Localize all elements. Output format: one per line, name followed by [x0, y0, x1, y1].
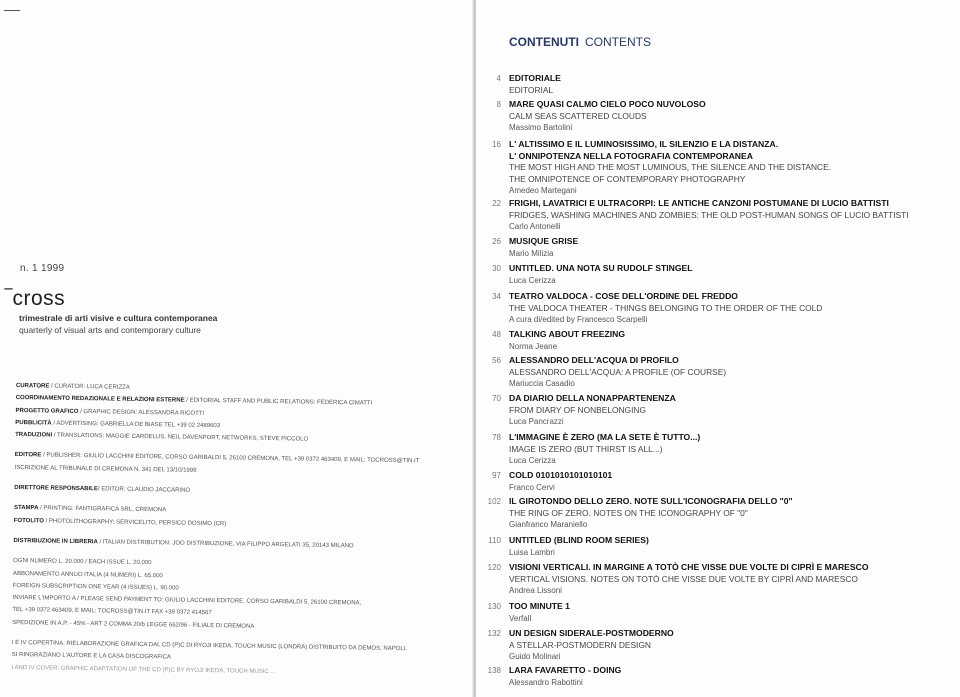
toc-title: TEATRO VALDOCA - COSE DELL'ORDINE DEL FREDDO — [509, 291, 738, 301]
credit-text: / ITALIAN DISTRIBUTION: JOO DISTRIBUZIONE, VIA FILIPPO ARGELATI 35, 20143 MILANO — [97, 539, 354, 550]
toc-author: Luca Cerizza — [509, 456, 556, 465]
toc-page-number: 78 — [492, 433, 501, 442]
toc-title: VISIONI VERTICALI. IN MARGINE A TOTÒ CHE VISSE DUE VOLTE DI CIPRÌ E MARESCO — [509, 562, 869, 572]
credit-label: PROGETTO GRAFICO — [15, 407, 79, 415]
toc-title: UN DESIGN SIDERALE-POSTMODERNO — [509, 628, 674, 638]
toc-entry-text — [509, 601, 957, 624]
toc-author: Mariuccia Casadio — [509, 379, 575, 388]
credit-label: FOTOLITO — [13, 517, 44, 525]
credit-label: PUBBLICITÀ — [15, 419, 52, 427]
toc-title: MARE QUASI CALMO CIELO POCO NUVOLOSO — [509, 99, 706, 109]
toc-subtitle: IMAGE IS ZERO (BUT THIRST IS ALL...) — [509, 443, 663, 454]
toc-entry-text — [509, 73, 957, 96]
toc-page-number: 26 — [492, 237, 501, 246]
toc-title: DA DIARIO DELLA NONAPPARTENENZA — [509, 393, 676, 403]
toc-page-number: 97 — [492, 471, 501, 480]
toc-subtitle: THE MOST HIGH AND THE MOST LUMINOUS, THE SILENCE AND THE DISTANCE. — [509, 162, 832, 172]
toc-author: Mario Milizia — [509, 248, 554, 258]
toc-entry-text — [509, 198, 957, 233]
toc-page-number: 22 — [492, 199, 501, 208]
credit-label: DISTRIBUZIONE IN LIBRERIA — [13, 537, 98, 546]
toc-page-number: 110 — [488, 536, 501, 545]
colophon-credits — [11, 380, 466, 681]
toc-author: Gianfranco Maraniello — [509, 520, 588, 529]
toc-page-number: 16 — [492, 140, 501, 149]
cross-logo: ‾cross — [5, 287, 66, 310]
credit-text: OGNI NUMERO L. 20.000 / EACH ISSUE L. 20.000 — [13, 558, 152, 567]
toc-title: EDITORIALE — [509, 73, 561, 83]
subtitle-italian: trimestrale di arti visive e cultura contemporanea — [19, 313, 218, 323]
contents-heading — [509, 35, 651, 49]
contents-page — [476, 0, 960, 697]
credit-label: COORDINAMENTO REDAZIONALE E RELAZIONI ESTERNE — [15, 395, 185, 404]
toc-author: A cura di/edited by Francesco Scarpelli — [509, 315, 648, 324]
toc-title: LARA FAVARETTO - DOING — [509, 665, 622, 675]
toc-entry-text — [509, 329, 957, 352]
toc-entry-text — [509, 139, 957, 197]
credit-text: SI RINGRAZIANO L'AUTORE E LA CASA DISCOGRAFICA — [11, 652, 172, 661]
toc-page-number: 8 — [496, 100, 501, 109]
credit-text: ABBONAMENTO ANNUO ITALIA (4 NUMERI) L. 65.000 — [12, 570, 163, 579]
toc-author: Luca Pancrazzi — [509, 417, 564, 426]
toc-author: Alessandro Rabottini — [509, 677, 583, 687]
toc-author: Verfall — [509, 613, 532, 623]
toc-author: Carlo Antonelli — [509, 222, 561, 231]
toc-subtitle: EDITORIAL — [509, 84, 554, 95]
credit-text: / PHOTOLITHOGRAPHY: SERVICELITO, PERSICO DOSIMO (CR) — [43, 518, 227, 527]
credit-label: TRADUZIONI — [15, 432, 53, 439]
toc-subtitle: THE RING OF ZERO. NOTES ON THE ICONOGRAPHY OF "0" — [509, 507, 748, 518]
toc-page-number: 132 — [487, 629, 501, 638]
credit-text: TEL +39 0372 463409, E MAIL: TOCROSS@TIN.IT FAX +39 0372 414567 — [12, 607, 212, 617]
toc-author: Norma Jeane — [509, 341, 558, 351]
credit-text: I E IV COPERTINA: RIELABORAZIONE GRAFICA DAL CD (P)C DI RYOJI IKEDA, TOUCH MUSIC (LONDRA) DISTRIBUITO DA DEMOS, NAPOLI. — [11, 640, 408, 653]
toc-title: UNTITLED (BLIND ROOM SERIES) — [509, 535, 649, 545]
toc-title: L'IMMAGINE È ZERO (MA LA SETE È TUTTO...) — [509, 432, 701, 442]
credit-text: FOREIGN SUBSCRIPTION ONE YEAR (4 ISSUES) L. 90.000 — [12, 582, 179, 592]
toc-title: TOO MINUTE 1 — [509, 601, 570, 611]
toc-title-continued: L' ONNIPOTENZA NELLA FOTOGRAFIA CONTEMPORANEA — [509, 150, 753, 161]
credit-text: / ADVERTISING: GABRIELLA DE BIASE TEL +39 02 2489603 — [51, 420, 221, 430]
toc-author: Franco Cervi — [509, 482, 555, 492]
toc-entry-text — [509, 236, 957, 259]
toc-page-number: 138 — [487, 666, 501, 675]
toc-page-number: 102 — [487, 497, 501, 506]
corner-mark — [4, 10, 20, 11]
toc-entry-text — [509, 355, 957, 390]
toc-page-number: 48 — [492, 330, 501, 339]
toc-subtitle: FROM DIARY OF NONBELONGING — [509, 404, 646, 415]
issue-number: n. 1 1999 — [20, 263, 65, 274]
credit-text: / EDITOR: CLAUDIO JACCARINO — [97, 486, 191, 494]
toc-page-number: 130 — [487, 602, 501, 611]
toc-title: FRIGHI, LAVATRICI E ULTRACORPI: LE ANTICHE CANZONI POSTUMANE DI LUCIO BATTISTI — [509, 198, 889, 208]
toc-entry-text — [509, 291, 957, 326]
toc-entry-text — [509, 496, 957, 531]
credit-text: ISCRIZIONE AL TRIBUNALE DI CREMONA N. 341 DEL 13/10/1998 — [14, 464, 197, 474]
credit-text: / PUBLISHER: GIULIO LACCHINI EDITORE, CORSO GARIBALDI 5, 26100 CREMONA, TEL +39 0372 463409, E MAIL: TOCROSS@TIN.IT — [41, 452, 420, 465]
toc-title: L' ALTISSIMO E IL LUMINOSISSIMO, IL SILENZIO E LA DISTANZA. — [509, 139, 779, 149]
toc-title: IL GIROTONDO DELLO ZERO. NOTE SULL'ICONOGRAFIA DELLO "0" — [509, 496, 793, 506]
toc-entry-text — [509, 470, 957, 493]
toc-entry-text — [509, 99, 957, 134]
toc-subtitle: VERTICAL VISIONS. NOTES ON TOTÒ CHE VISSE DUE VOLTE BY CIPRÌ AND MARESCO — [509, 573, 858, 584]
credit-text: / TRANSLATIONS: MAGGIE CARDELUS, NEIL DAVENPORT, NETWORKS, STEVE PICCOLO — [52, 432, 309, 443]
credit-line — [13, 535, 463, 554]
credit-text: / CURATOR: LUCA CERIZZA — [49, 383, 130, 391]
toc-page-number: 120 — [487, 563, 501, 572]
credit-label: STAMPA — [13, 505, 39, 512]
credit-text: / EDITORIAL STAFF AND PUBLIC RELATIONS: FEDERICA CIMATTI — [184, 397, 373, 407]
credit-text: / GRAPHIC DESIGN: ALESSANDRA RICOTTI — [78, 408, 205, 417]
credit-text: / PRINTING: FANTIGRAFICA SRL, CREMONA — [38, 505, 167, 514]
logo-text: cross — [12, 287, 66, 310]
contents-heading-english: CONTENTS — [585, 35, 651, 49]
toc-entry-text — [509, 665, 957, 688]
toc-entry-text — [509, 263, 957, 286]
credit-text: I AND IV COVER: GRAPHIC ADAPTATION OF THE CD (P)C BY RYOJI IKEDA, TOUCH MUSIC ... — [11, 664, 276, 675]
credit-text: SPEDIZIONE IN A.P. - 45% - ART 2 COMMA 20/b LEGGE 662/96 - FILIALE DI CREMONA — [12, 619, 255, 630]
toc-title: MUSIQUE GRISE — [509, 236, 579, 246]
toc-entry-text — [509, 535, 957, 558]
toc-page-number: 4 — [496, 74, 501, 83]
toc-entry-text — [509, 432, 957, 467]
credit-label: CURATORE — [15, 382, 50, 390]
toc-title: COLD 0101010101010101 — [509, 470, 613, 480]
toc-title: TALKING ABOUT FREEZING — [509, 329, 626, 339]
toc-page-number: 30 — [492, 264, 501, 273]
toc-subtitle: THE OMNIPOTENCE OF CONTEMPORARY PHOTOGRAPHY — [509, 173, 746, 184]
toc-author: Luca Cerizza — [509, 275, 556, 285]
toc-entry-text — [509, 393, 957, 428]
toc-entry-text — [509, 628, 957, 663]
credit-line — [14, 482, 464, 501]
toc-author: Guido Molinari — [509, 652, 561, 661]
toc-subtitle: CALM SEAS SCATTERED CLOUDS — [509, 110, 647, 121]
credit-label: DIRETTORE RESPONSABILE — [14, 485, 98, 493]
toc-title: ALESSANDRO DELL'ACQUA DI PROFILO — [509, 355, 679, 365]
credit-label: EDITORE — [14, 452, 42, 459]
contents-heading-italian: CONTENUTI — [509, 35, 579, 49]
toc-page-number: 34 — [492, 292, 501, 301]
toc-author: Massimo Bartolini — [509, 123, 573, 132]
toc-author: Amedeo Martegani — [509, 186, 577, 195]
toc-page-number: 70 — [492, 394, 501, 403]
credit-text: INVIARE L'IMPORTO A / PLEASE SEND PAYMENT TO: GIULIO LACCHINI EDITORE, CORSO GARIBALDI 5, 26100 CREMONA, — [12, 595, 362, 607]
toc-title: UNTITLED. UNA NOTA SU RUDOLF STINGEL — [509, 263, 693, 273]
toc-subtitle: ALESSANDRO DELL'ACQUA: A PROFILE (OF COURSE) — [509, 366, 727, 377]
toc-subtitle: THE VALDOCA THEATER - THINGS BELONGING TO THE ORDER OF THE COLD — [509, 302, 823, 313]
subtitle-english: quarterly of visual arts and contemporary culture — [19, 325, 201, 335]
toc-subtitle: A STELLAR-POSTMODERN DESIGN — [509, 639, 651, 650]
toc-author: Luisa Lambri — [509, 547, 555, 557]
toc-author: Andrea Lissoni — [509, 586, 562, 595]
toc-page-number: 56 — [492, 356, 501, 365]
colophon-page — [0, 0, 474, 697]
toc-subtitle: FRIDGES, WASHING MACHINES AND ZOMBIES: THE OLD POST-HUMAN SONGS OF LUCIO BATTISTI — [509, 209, 909, 220]
toc-entry-text — [509, 562, 957, 597]
